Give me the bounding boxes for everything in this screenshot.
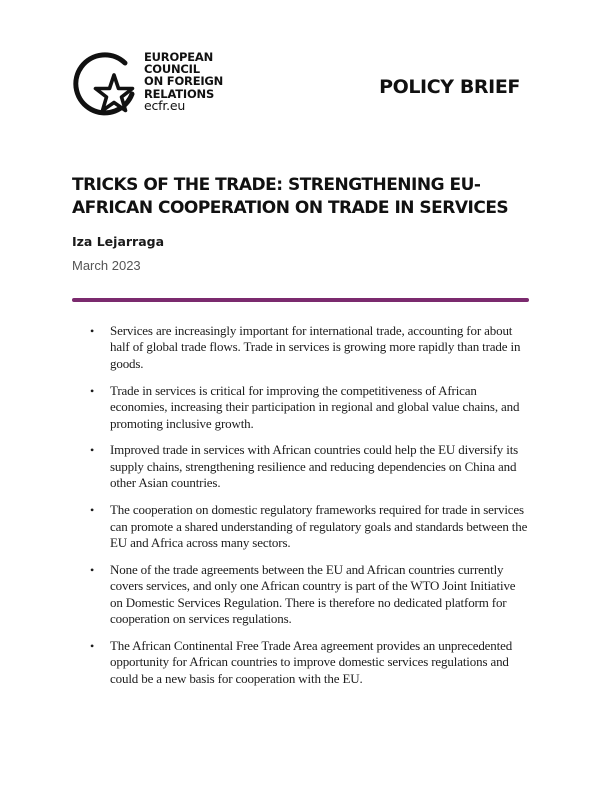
list-item: • The African Continental Free Trade Area agreement provides an unprecedented opportunity for African countries to improve domestic services regulations and could be a new basis for cooperation with the EU. xyxy=(90,638,530,687)
list-item: • Improved trade in services with African countries could help the EU diversify its supply chains, strengthening resilience and reducing dependencies on China and other Asian countries. xyxy=(90,442,530,491)
ecfr-logo xyxy=(70,48,240,126)
author-name: Iza Lejarraga xyxy=(72,234,165,249)
accent-divider xyxy=(72,298,529,302)
circle-star-logo-icon xyxy=(70,48,142,126)
document-type-label: POLICY BRIEF xyxy=(379,76,520,98)
publication-date: March 2023 xyxy=(72,258,141,273)
list-item: • Trade in services is critical for improving the competitiveness of African economies, increasing their participation in regional and global value chains, and promoting inclusive growth. xyxy=(90,383,530,432)
document-title: TRICKS OF THE TRADE: STRENGTHENING EU-AFRICAN COOPERATION ON TRADE IN SERVICES xyxy=(72,175,509,218)
key-points-list xyxy=(90,323,530,698)
logo-url: ecfr.eu xyxy=(144,97,186,113)
logo-line: COUNCIL xyxy=(144,62,200,77)
logo-line: RELATIONS xyxy=(144,86,215,101)
logo-line: ON FOREIGN xyxy=(144,74,224,89)
list-item: • None of the trade agreements between the EU and African countries currently covers services, and only one African country is part of the WTO Joint Initiative on Domestic Services Regulation. There is therefore no dedicated platform for cooperation on services regulations. xyxy=(90,562,530,628)
logo-wordmark xyxy=(144,51,223,112)
list-item: • The cooperation on domestic regulatory frameworks required for trade in services can promote a shared understanding of regulatory goals and standards between the EU and Africa across many sectors. xyxy=(90,502,530,551)
list-item: • Services are increasingly important for international trade, accounting for about half of global trade flows. Trade in services is growing more rapidly than trade in goods. xyxy=(90,323,530,372)
logo-line: EUROPEAN xyxy=(144,50,214,64)
